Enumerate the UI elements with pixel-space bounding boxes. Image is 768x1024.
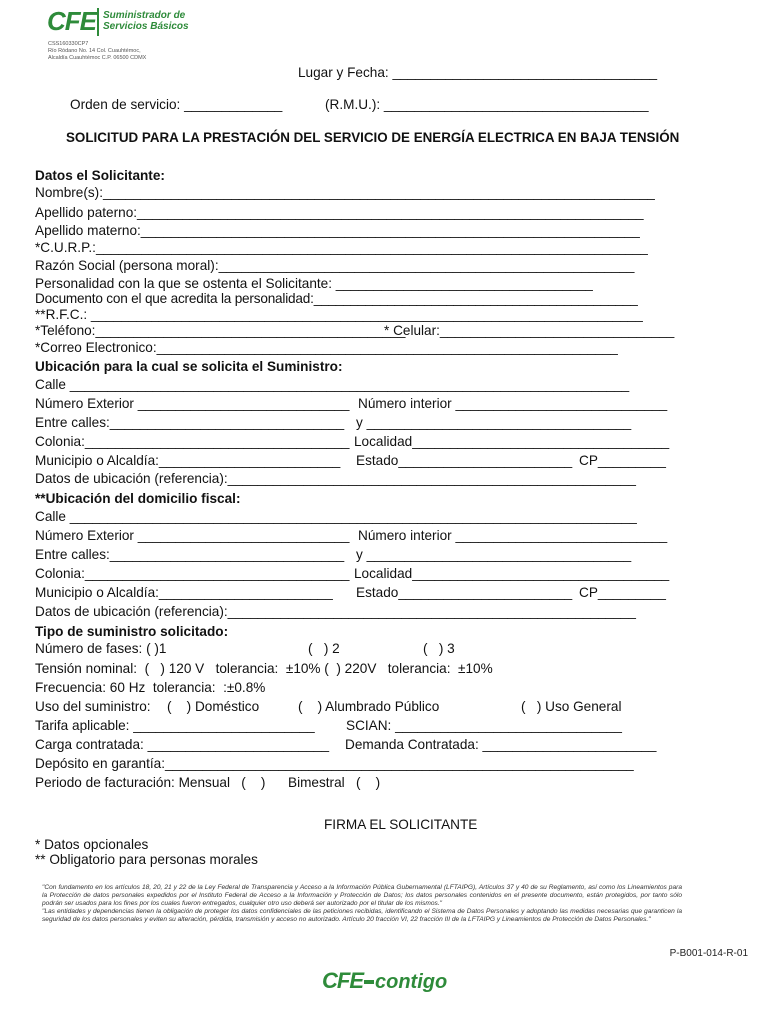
ubicacion-localidad-field[interactable]: Localidad__________________________________ — [354, 434, 670, 449]
document-code: P-B001-014-R-01 — [669, 948, 748, 959]
ubicacion-colonia-field[interactable]: Colonia:___________________________________ — [35, 434, 350, 449]
logo-divider — [97, 8, 99, 36]
frecuencia-text: Frecuencia: 60 Hz tolerancia: :±0.8% — [35, 680, 266, 695]
footer-logo-cfe: CFE — [322, 968, 363, 993]
fiscal-cp-field[interactable]: CP_________ — [579, 585, 666, 600]
razon-social-field[interactable]: Razón Social (persona moral):_______________________________________________________ — [35, 258, 635, 273]
cfe-contigo-logo — [322, 968, 447, 994]
fiscal-estado-field[interactable]: Estado_______________________ — [356, 585, 573, 600]
logo-sub-line-2: Servicios Básicos — [103, 21, 189, 32]
uso-suministro-label: Uso del suministro: — [35, 699, 151, 714]
firma-solicitante-label: FIRMA EL SOLICITANTE — [324, 817, 478, 832]
tension-nominal-options[interactable]: Tensión nominal: ( ) 120 V tolerancia: ±10% ( ) 220V tolerancia: ±10% — [35, 661, 493, 676]
ubicacion-entre-calles-field[interactable]: Entre calles:_______________________________ — [35, 415, 345, 430]
legal-notice — [42, 884, 682, 925]
nota-opcionales: * Datos opcionales — [35, 837, 149, 852]
form-title: SOLICITUD PARA LA PRESTACIÓN DEL SERVICIO DE ENERGÍA ELECTRICA EN BAJA TENSIÓN — [66, 130, 680, 145]
section-heading-ubicacion: Ubicación para la cual se solicita el Suministro: — [35, 359, 343, 374]
apellido-paterno-field[interactable]: Apellido paterno:___________________________________________________________________ — [35, 205, 644, 220]
correo-field[interactable]: *Correo Electronico:_____________________________________________________________ — [35, 340, 618, 355]
section-heading-fiscal: **Ubicación del domicilio fiscal: — [35, 491, 241, 506]
ubicacion-y-calle-field[interactable]: y ___________________________________ — [356, 415, 632, 430]
ubicacion-referencia-field[interactable]: Datos de ubicación (referencia):______________________________________________________ — [35, 471, 636, 486]
cfe-logo: CFE — [47, 6, 96, 36]
curp-field[interactable]: *C.U.R.P.:_________________________________________________________________________ — [35, 240, 648, 255]
orden-servicio-field[interactable]: Orden de servicio: _____________ — [70, 97, 283, 112]
fases-2-option[interactable]: ( ) 2 — [308, 641, 340, 656]
legal-paragraph-1: "Con fundamento en los artículos 18, 20, 21 y 22 de la Ley Federal de Transparencia y Acceso a la Información Pública Gubernamental (LFTAIPG), Artículos 37 y 40 de su Reglamento, así como los Lineamientos para la Protección de datos personales expedidos por el Instituto Federal de Acceso a la Información y Protección de Datos; los datos personales contenidos en el presente documento, están protegidos, por tanto sólo podrán ser usados para los fines por los cuales fueron entregados, cualquier otro uso deberá ser autorizado por el titular de los mismos." — [42, 884, 682, 907]
fiscal-localidad-field[interactable]: Localidad__________________________________ — [354, 566, 670, 581]
fiscal-y-calle-field[interactable]: y ___________________________________ — [356, 547, 632, 562]
addr-city: Alcaldía Cuauhtémoc C.P. 06500 CDMX — [48, 55, 147, 61]
personalidad-field[interactable]: Personalidad con la que se ostenta el Solicitante: __________________________________ — [35, 276, 593, 291]
fiscal-referencia-field[interactable]: Datos de ubicación (referencia):______________________________________________________ — [35, 604, 636, 619]
ubicacion-cp-field[interactable]: CP_________ — [579, 453, 666, 468]
section-heading-solicitante: Datos el Solicitante: — [35, 168, 165, 183]
legal-paragraph-2: "Las entidades y dependencias tienen la obligación de proteger los datos confidenciales de las peticiones recibidas, identificando el Sistema de Datos Personales y adoptando las medidas necesarias que garanticen la seguridad de los datos personales y eviten su alteración, pérdida, transmisión y acceso no autorizado. Artículo 20 fracción VI, 22 fracción III de la LFTAIPG y Lineamientos de Protección de Datos Personales." — [42, 908, 682, 924]
fases-3-option[interactable]: ( ) 3 — [423, 641, 455, 656]
lugar-fecha-field[interactable]: Lugar y Fecha: ___________________________________ — [298, 65, 658, 80]
nota-obligatorio: ** Obligatorio para personas morales — [35, 852, 258, 867]
addr-street: Río Ródano No. 14 Col. Cuauhtémoc, — [48, 48, 141, 54]
rfc-field[interactable]: **R.F.C.: _________________________________________________________________________ — [35, 307, 643, 322]
ubicacion-calle-field[interactable]: Calle __________________________________________________________________________ — [35, 377, 630, 392]
deposito-garantia-field[interactable]: Depósito en garantía:______________________________________________________________ — [35, 756, 634, 771]
periodo-mensual-option[interactable]: Periodo de facturación: Mensual ( ) — [35, 775, 266, 790]
logo-sub-line-1: Suministrador de — [103, 10, 186, 21]
fiscal-num-ext-field[interactable]: Número Exterior ____________________________ — [35, 528, 350, 543]
fases-1-option[interactable]: Número de fases: ( )1 — [35, 641, 167, 656]
scian-field[interactable]: SCIAN: ______________________________ — [346, 718, 622, 733]
ubicacion-municipio-field[interactable]: Municipio o Alcaldía:________________________ — [35, 453, 341, 468]
section-heading-suministro: Tipo de suministro solicitado: — [35, 624, 229, 639]
nombre-field[interactable]: Nombre(s):_________________________________________________________________________ — [35, 185, 655, 200]
company-address — [48, 41, 146, 62]
rmu-field[interactable]: (R.M.U.): ___________________________________ — [325, 97, 649, 112]
apellido-materno-field[interactable]: Apellido materno:__________________________________________________________________ — [35, 223, 640, 238]
fiscal-entre-calles-field[interactable]: Entre calles:_______________________________ — [35, 547, 345, 562]
footer-logo-dash — [364, 980, 374, 984]
uso-alumbrado-option[interactable]: ( ) Alumbrado Público — [298, 699, 440, 714]
documento-personalidad-field[interactable]: Documento con el que acredita la personalidad:____________________________________________ — [35, 291, 638, 306]
fiscal-num-int-field[interactable]: Número interior ____________________________ — [358, 528, 668, 543]
celular-field[interactable]: * Celular:_______________________________ — [384, 323, 675, 338]
tarifa-field[interactable]: Tarifa aplicable: ________________________ — [35, 718, 315, 733]
fiscal-colonia-field[interactable]: Colonia:___________________________________ — [35, 566, 350, 581]
carga-contratada-field[interactable]: Carga contratada: ________________________ — [35, 737, 330, 752]
demanda-contratada-field[interactable]: Demanda Contratada: _______________________ — [345, 737, 657, 752]
fiscal-municipio-field[interactable]: Municipio o Alcaldía:_______________________ — [35, 585, 333, 600]
uso-domestico-option[interactable]: ( ) Doméstico — [167, 699, 260, 714]
footer-logo-contigo: contigo — [375, 971, 448, 993]
telefono-field[interactable]: *Teléfono:_________________________________________ — [35, 323, 406, 338]
periodo-bimestral-option[interactable]: Bimestral ( ) — [288, 775, 381, 790]
uso-general-option[interactable]: ( ) Uso General — [521, 699, 622, 714]
logo-subtitle — [103, 10, 189, 32]
ubicacion-num-ext-field[interactable]: Número Exterior ____________________________ — [35, 396, 350, 411]
fiscal-calle-field[interactable]: Calle ___________________________________________________________________________ — [35, 509, 637, 524]
ubicacion-estado-field[interactable]: Estado_______________________ — [356, 453, 573, 468]
ubicacion-num-int-field[interactable]: Número interior ____________________________ — [358, 396, 668, 411]
addr-rfc: CSS160330CP7 — [48, 41, 89, 47]
